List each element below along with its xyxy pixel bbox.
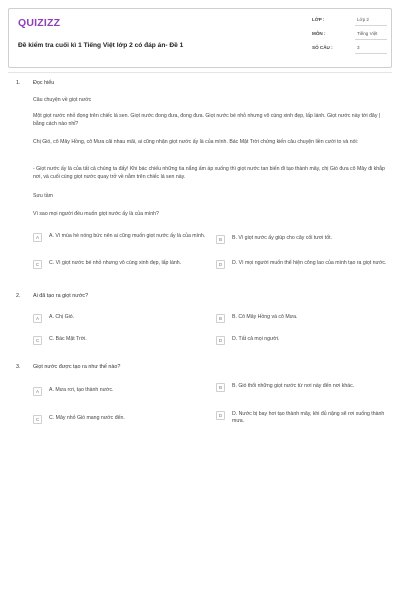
- story-paragraph-2: Chị Gió, cô Mây Hồng, cô Mưa cãi nhau mãi, ai cũng nhận giọt nước ấy là của mình. Bác Mặt Trời chứng kiến câu chuyện liền cười to và nói:: [33, 139, 359, 145]
- header-divider: [8, 72, 392, 73]
- option-text: D. Tất cả mọi người.: [232, 336, 280, 342]
- question-3-option-b[interactable]: [216, 383, 391, 392]
- question-2-option-b[interactable]: [216, 314, 391, 323]
- option-letter-box: A: [33, 387, 42, 396]
- count-value: 3: [357, 45, 360, 50]
- subject-value: Tiếng Việt: [357, 31, 378, 36]
- question-3-number: 3.: [16, 364, 21, 370]
- option-text: A. Vì mùa hè nóng bức nên ai cũng muốn giọt nước ấy là của mình.: [49, 233, 206, 239]
- grade-value: Lớp 2: [357, 17, 369, 22]
- option-letter-box: D: [216, 260, 225, 269]
- question-1-option-c[interactable]: [33, 260, 218, 269]
- option-text: C. Bác Mặt Trời.: [49, 336, 87, 342]
- count-underline: [355, 53, 387, 54]
- option-letter-box: B: [216, 314, 225, 323]
- subject-underline: [355, 39, 387, 40]
- question-1-option-d[interactable]: [216, 260, 391, 269]
- worksheet-header: [8, 8, 392, 68]
- question-1-text: Vì sao mọi người đều muốn giọt nước ấy là của mình?: [33, 211, 159, 217]
- grade-label: LỚP :: [312, 17, 325, 22]
- story-title: Câu chuyện về giọt nước: [33, 97, 92, 103]
- option-letter-box: A: [33, 233, 42, 242]
- option-letter-box: B: [216, 383, 225, 392]
- subject-label: MÔN :: [312, 31, 326, 36]
- option-text: B. Cô Mây Hồng và cô Mưa.: [232, 314, 298, 320]
- question-2-option-d[interactable]: [216, 336, 391, 345]
- option-text: C. Vì giọt nước bé nhỏ nhưng vô cùng xinh đẹp, lấp lánh.: [49, 260, 182, 266]
- question-3-option-d[interactable]: [216, 411, 391, 425]
- question-2-option-a[interactable]: [33, 314, 208, 323]
- question-2-option-c[interactable]: [33, 336, 208, 345]
- option-text: D. Vì mọi người muốn thể hiện công lao của mình tạo ra giọt nước.: [232, 260, 387, 266]
- story-paragraph-1: Một giọt nước nhỏ đọng trên chiếc lá sen. Giọt nước đong đưa, đong đưa. Giọt nước bé nhỏ nhưng vô cùng xinh đẹp, lấp lánh. Giọt nước này tới đây | bằng cách nào nhỉ?: [33, 113, 381, 127]
- count-label: SỐ CÂU :: [312, 45, 333, 50]
- option-letter-box: D: [216, 336, 225, 345]
- grade-underline: [355, 25, 387, 26]
- option-letter-box: C: [33, 336, 42, 345]
- option-text: B. Gió thổi những giọt nước từ nơi này đến nơi khác.: [232, 383, 355, 389]
- worksheet-title: Đề kiểm tra cuối kì 1 Tiếng Việt lớp 2 có đáp án- Đề 1: [18, 42, 184, 49]
- option-letter-box: A: [33, 314, 42, 323]
- question-3-text: Giọt nước được tạo ra như thế nào?: [33, 364, 121, 370]
- story-source: Sưu tầm: [33, 193, 53, 199]
- quizizz-logo: QUIZIZZ: [18, 17, 61, 29]
- option-letter-box: C: [33, 260, 42, 269]
- question-1-option-b[interactable]: [216, 235, 391, 244]
- question-1-title: Đọc hiểu: [33, 80, 55, 86]
- option-text: C. Mây nhỏ Gió mang nước đến.: [49, 415, 125, 421]
- question-2-text: Ai đã tạo ra giọt nước?: [33, 293, 89, 299]
- question-3-option-a[interactable]: [33, 387, 208, 396]
- question-2-number: 2.: [16, 293, 21, 299]
- option-text: A. Chị Gió.: [49, 314, 75, 320]
- option-letter-box: B: [216, 235, 225, 244]
- question-1-option-a[interactable]: [33, 233, 218, 242]
- question-3-option-c[interactable]: [33, 415, 208, 424]
- option-letter-box: C: [33, 415, 42, 424]
- option-letter-box: D: [216, 411, 225, 420]
- question-1-number: 1.: [16, 80, 21, 86]
- option-text: A. Mưa rơi, tạo thành nước.: [49, 387, 114, 393]
- story-paragraph-3: - Giọt nước ấy là của tất cả chúng ta đấy! Khi bác chiếu những tia nắng ấm áp xuống thì giọt nước tan biến đi tạo thành mây, chị Gió đưa cô Mây đi khắp nơi, và cuối cùng giọt nước quay trở về nằm trên chiếc lá sen này.: [33, 166, 385, 180]
- option-text: B. Vì giọt nước ấy giúp cho cây cối tươi tốt.: [232, 235, 332, 241]
- option-text: D. Nước bị bay hơi tạo thành mây, khi đủ nặng sẽ rơi xuống thành mưa.: [232, 411, 385, 425]
